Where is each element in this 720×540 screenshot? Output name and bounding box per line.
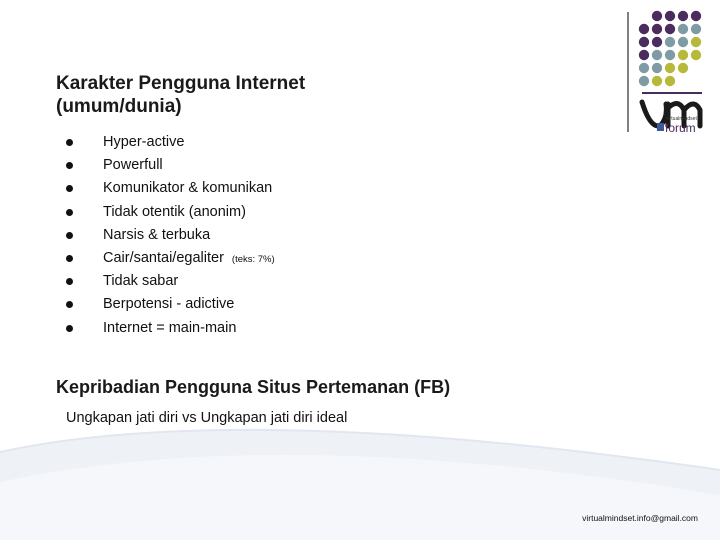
bullet-item xyxy=(66,270,275,293)
bullet-dot-icon xyxy=(66,278,73,285)
bullet-dot-icon xyxy=(66,162,73,169)
bullet-text: Tidak sabar xyxy=(103,273,179,290)
bullet-item xyxy=(66,154,275,177)
bullet-item xyxy=(66,293,275,316)
logo-dot xyxy=(639,37,649,47)
logo-dot xyxy=(652,63,662,73)
logo-dot xyxy=(691,50,701,60)
bullet-text: Narsis & terbuka xyxy=(103,226,211,243)
logo-dot xyxy=(652,76,662,86)
bullet-item xyxy=(66,317,275,340)
logo-swoosh-bar xyxy=(642,92,702,94)
logo-dot xyxy=(678,50,688,60)
logo-dot xyxy=(665,37,675,47)
logo-brand-text: forum xyxy=(665,121,696,135)
bullet-text: Berpotensi - adictive xyxy=(103,296,235,313)
bullet-dot-icon xyxy=(66,325,73,332)
bullet-note: (teks: 7%) xyxy=(231,253,275,265)
logo-dot xyxy=(665,63,675,73)
facebook-icon xyxy=(657,123,664,131)
logo-dot xyxy=(652,50,662,60)
section-heading: Kepribadian Pengguna Situs Pertemanan (FB) xyxy=(56,377,451,397)
logo-dot xyxy=(678,37,688,47)
bullet-dot-icon xyxy=(66,139,73,146)
logo-dot xyxy=(691,24,701,34)
bullet-text: Komunikator & komunikan xyxy=(103,180,273,197)
logo-small-text: virtualmindset xyxy=(666,116,697,122)
virtualmindset-forum-logo xyxy=(620,8,716,138)
logo-dot xyxy=(691,11,701,21)
logo-dot-grid xyxy=(639,11,701,86)
logo-dot xyxy=(639,50,649,60)
bullet-item xyxy=(66,131,275,154)
bullet-text: Powerfull xyxy=(103,157,163,174)
bullet-list xyxy=(66,131,275,340)
title-line-1: Karakter Pengguna Internet xyxy=(56,73,306,94)
logo-dot xyxy=(691,37,701,47)
bullet-item xyxy=(66,177,275,200)
title-line-2: (umum/dunia) xyxy=(56,96,182,117)
bullet-item xyxy=(66,224,275,247)
bullet-text: Internet = main-main xyxy=(103,319,237,336)
bullet-item xyxy=(66,247,275,270)
logo-dot xyxy=(652,37,662,47)
logo-dot xyxy=(665,76,675,86)
logo-dot xyxy=(639,63,649,73)
logo-dot xyxy=(678,24,688,34)
logo-dot xyxy=(665,50,675,60)
section-subtext: Ungkapan jati diri vs Ungkapan jati diri ideal xyxy=(66,410,348,426)
logo-dot xyxy=(678,63,688,73)
logo-dot xyxy=(652,24,662,34)
contact-email: virtualmindset.info@gmail.com xyxy=(582,513,698,523)
bullet-dot-icon xyxy=(66,209,73,216)
bullet-text: Hyper-active xyxy=(103,134,185,150)
logo-dot xyxy=(665,24,675,34)
bullet-dot-icon xyxy=(66,232,73,239)
bullet-dot-icon xyxy=(66,301,73,308)
bullet-text: Cair/santai/egaliter xyxy=(103,249,224,266)
bullet-text: Tidak otentik (anonim) xyxy=(103,203,246,220)
logo-dot xyxy=(652,11,662,21)
bullet-item xyxy=(66,201,275,224)
bullet-dot-icon xyxy=(66,255,73,262)
bullet-dot-icon xyxy=(66,185,73,192)
logo-dot xyxy=(678,11,688,21)
logo-dot xyxy=(665,11,675,21)
logo-dot xyxy=(639,24,649,34)
logo-dot xyxy=(639,76,649,86)
slide-title xyxy=(56,72,305,118)
